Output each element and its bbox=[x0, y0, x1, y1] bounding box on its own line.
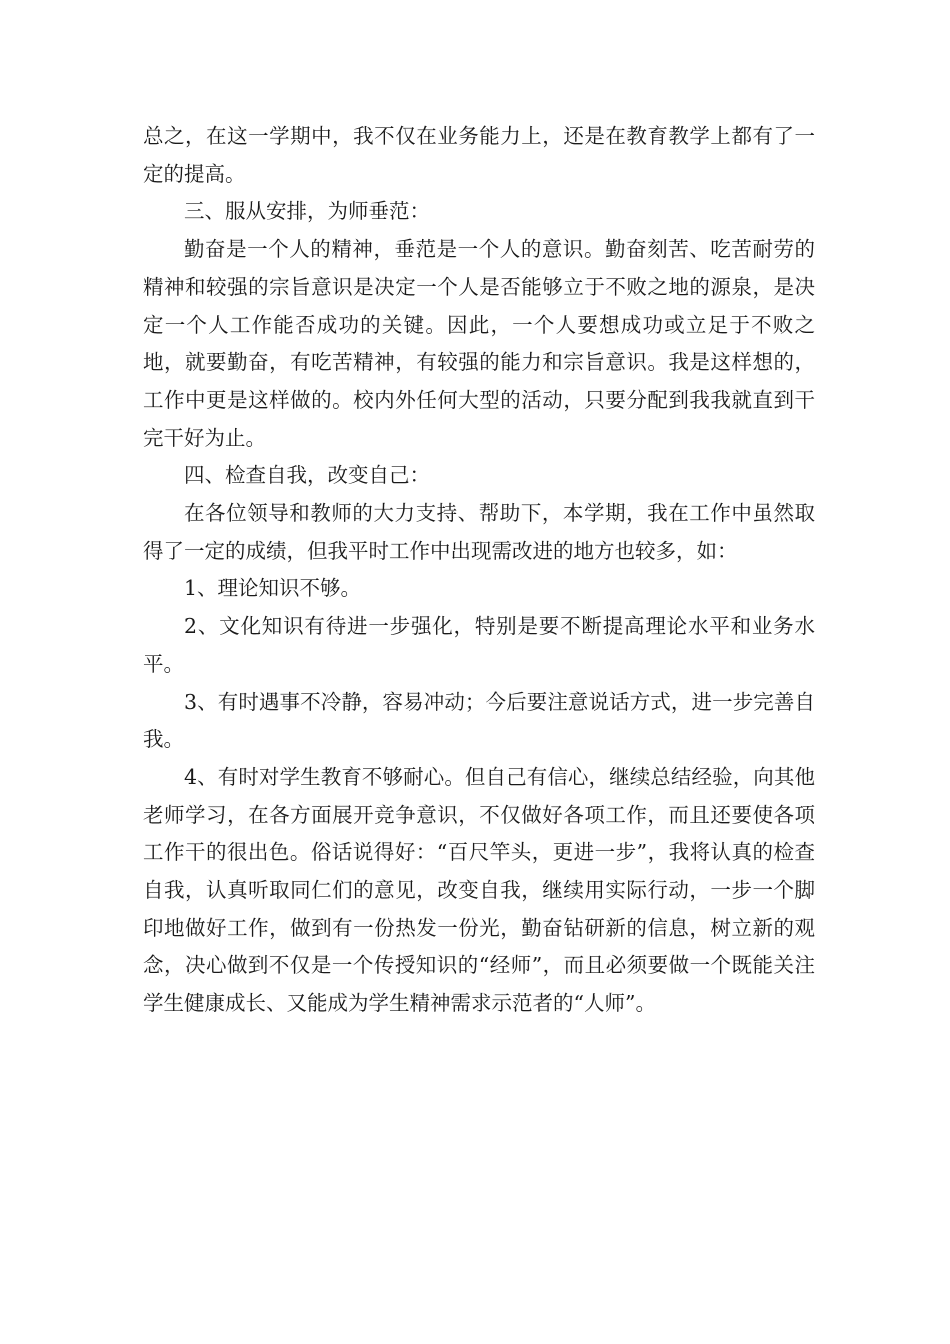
paragraph-self-review: 在各位领导和教师的大力支持、帮助下，本学期，我在工作中虽然取得了一定的成绩，但我平时工作中出现需改进的地方也较多，如： bbox=[143, 501, 815, 563]
document-body bbox=[143, 118, 815, 1023]
list-item-3: 3、有时遇事不冷静，容易冲动；今后要注意说话方式，进一步完善自我。 bbox=[143, 689, 815, 752]
section-heading-3: 三、服从安排，为师垂范： bbox=[184, 199, 430, 224]
list-item-1: 1、理论知识不够。 bbox=[184, 576, 362, 601]
paragraph-summary: 总之，在这一学期中，我不仅在业务能力上，还是在教育教学上都有了一定的提高。 bbox=[143, 124, 815, 186]
list-item-4: 4、有时对学生教育不够耐心。但自己有信心，继续总结经验，向其他老师学习，在各方面展开竞争意识，不仅做好各项工作，而且还要使各项工作干的很出色。俗话说得好：“百尺竿头，更进一步”，我将认真的检查自我，认真听取同仁们的意见，改变自我，继续用实际行动，一步一个脚印地做好工作，做到有一份热发一份光，勤奋钻研新的信息，树立新的观念，决心做到不仅是一个传授知识的“经师”，而且必须要做一个既能关注学生健康成长、又能成为学生精神需求示范者的“人师”。 bbox=[143, 764, 815, 1016]
section-heading-4: 四、检查自我，改变自己： bbox=[184, 463, 430, 488]
list-item-2: 2、文化知识有待进一步强化，特别是要不断提高理论水平和业务水平。 bbox=[143, 614, 815, 676]
paragraph-diligence: 勤奋是一个人的精神，垂范是一个人的意识。勤奋刻苦、吃苦耐劳的精神和较强的宗旨意识是决定一个人是否能够立于不败之地的源泉，是决定一个人工作能否成功的关键。因此，一个人要想成功或立足于不败之地，就要勤奋，有吃苦精神，有较强的能力和宗旨意识。我是这样想的，工作中更是这样做的。校内外任何大型的活动，只要分配到我我就直到干完干好为止。 bbox=[143, 237, 815, 450]
